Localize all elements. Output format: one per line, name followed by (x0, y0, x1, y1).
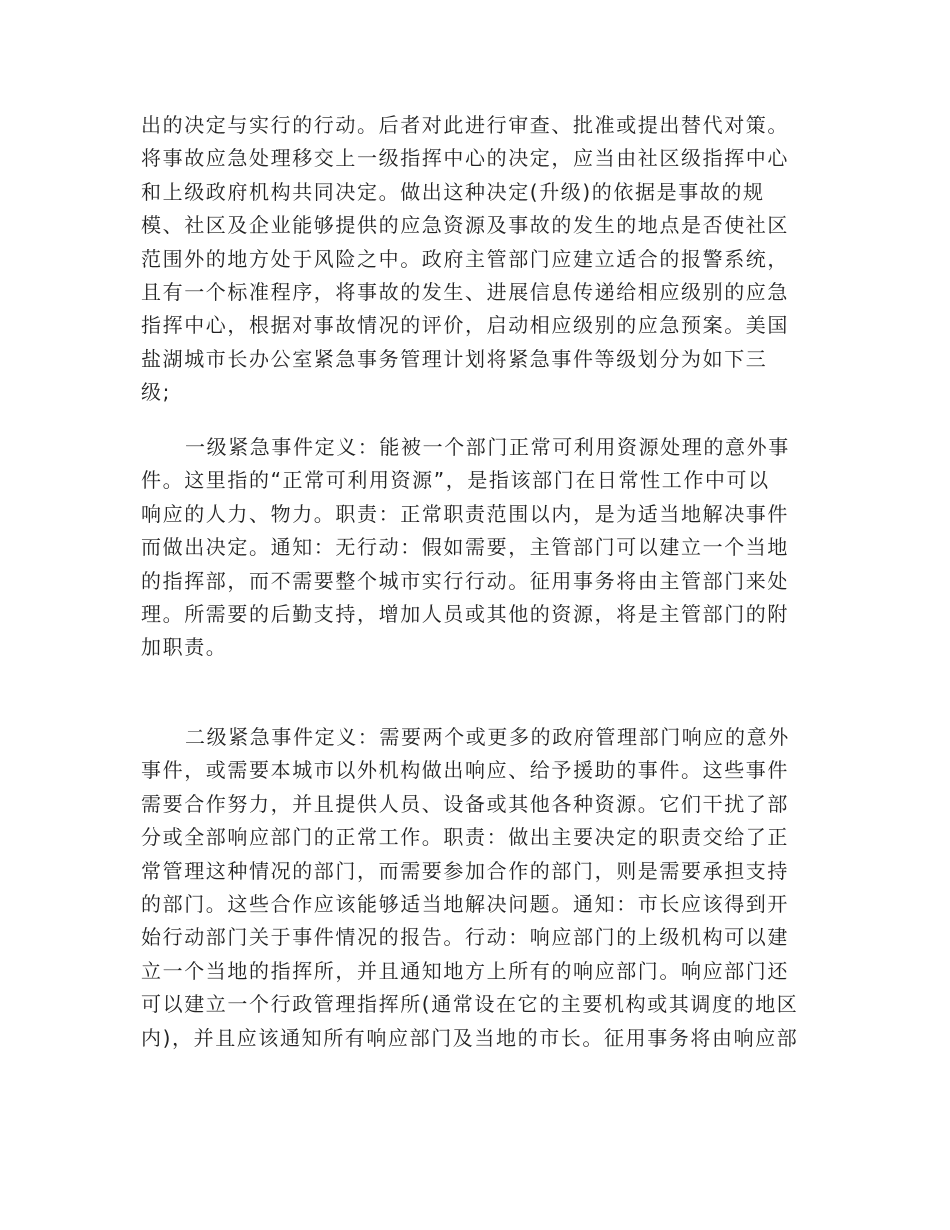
text-line: 始行动部门关于事件情况的报告。行动：响应部门的上级机构可以建 (141, 925, 789, 950)
paragraph-continuation (141, 109, 821, 410)
text-line: 的部门。这些合作应该能够适当地解决问题。通知：市长应该得到开 (141, 892, 789, 917)
text-line: 理。所需要的后勤支持，增加人员或其他的资源，将是主管部门的附 (141, 602, 789, 627)
text-line: 内)，并且应该通知所有响应部门及当地的市长。征用事务将由响应部 (141, 1025, 799, 1050)
text-line: 响应的人力、物力。职责：正常职责范围以内，是为适当地解决事件 (141, 501, 789, 526)
text-line: 件。这里指的“正常可利用资源”，是指该部门在日常性工作中可以 (141, 468, 770, 493)
text-line: 范围外的地方处于风险之中。政府主管部门应建立适合的报警系统， (141, 246, 789, 271)
text-line: 分或全部响应部门的正常工作。职责：做出主要决定的职责交给了正 (141, 825, 789, 850)
text-line: 级; (141, 380, 171, 405)
text-line: 将事故应急处理移交上一级指挥中心的决定，应当由社区级指挥中心 (141, 146, 789, 171)
text-line: 可以建立一个行政管理指挥所(通常设在它的主要机构或其调度的地区 (141, 992, 799, 1017)
text-line: 模、社区及企业能够提供的应急资源及事故的发生的地点是否使社区 (141, 213, 789, 238)
text-line: 指挥中心，根据对事故情况的评价，启动相应级别的应急预案。美国 (141, 313, 789, 338)
text-line: 而做出决定。通知：无行动：假如需要，主管部门可以建立一个当地 (141, 535, 789, 560)
text-line: 的指挥部，而不需要整个城市实行行动。征用事务将由主管部门来处 (141, 568, 789, 593)
text-line: 事件，或需要本城市以外机构做出响应、给予援助的事件。这些事件 (141, 758, 789, 783)
text-line: 和上级政府机构共同决定。做出这种决定(升级)的依据是事故的规 (141, 179, 765, 204)
text-line: 加职责。 (141, 635, 228, 660)
text-line: 常管理这种情况的部门，而需要参加合作的部门，则是需要承担支持 (141, 858, 789, 883)
paragraph-level-two (141, 721, 821, 1055)
text-line: 二级紧急事件定义：需要两个或更多的政府管理部门响应的意外 (185, 725, 790, 749)
text-line: 立一个当地的指挥所，并且通知地方上所有的响应部门。响应部门还 (141, 958, 789, 983)
paragraph-level-one (141, 431, 821, 665)
text-line: 且有一个标准程序，将事故的发生、进展信息传递给相应级别的应急 (141, 280, 789, 305)
text-line: 出的决定与实行的行动。后者对此进行审查、批准或提出替代对策。 (141, 113, 789, 137)
text-line: 一级紧急事件定义：能被一个部门正常可利用资源处理的意外事 (185, 435, 790, 459)
text-line: 需要合作努力，并且提供人员、设备或其他各种资源。它们干扰了部 (141, 791, 789, 816)
text-line: 盐湖城市长办公室紧急事务管理计划将紧急事件等级划分为如下三 (141, 346, 768, 371)
